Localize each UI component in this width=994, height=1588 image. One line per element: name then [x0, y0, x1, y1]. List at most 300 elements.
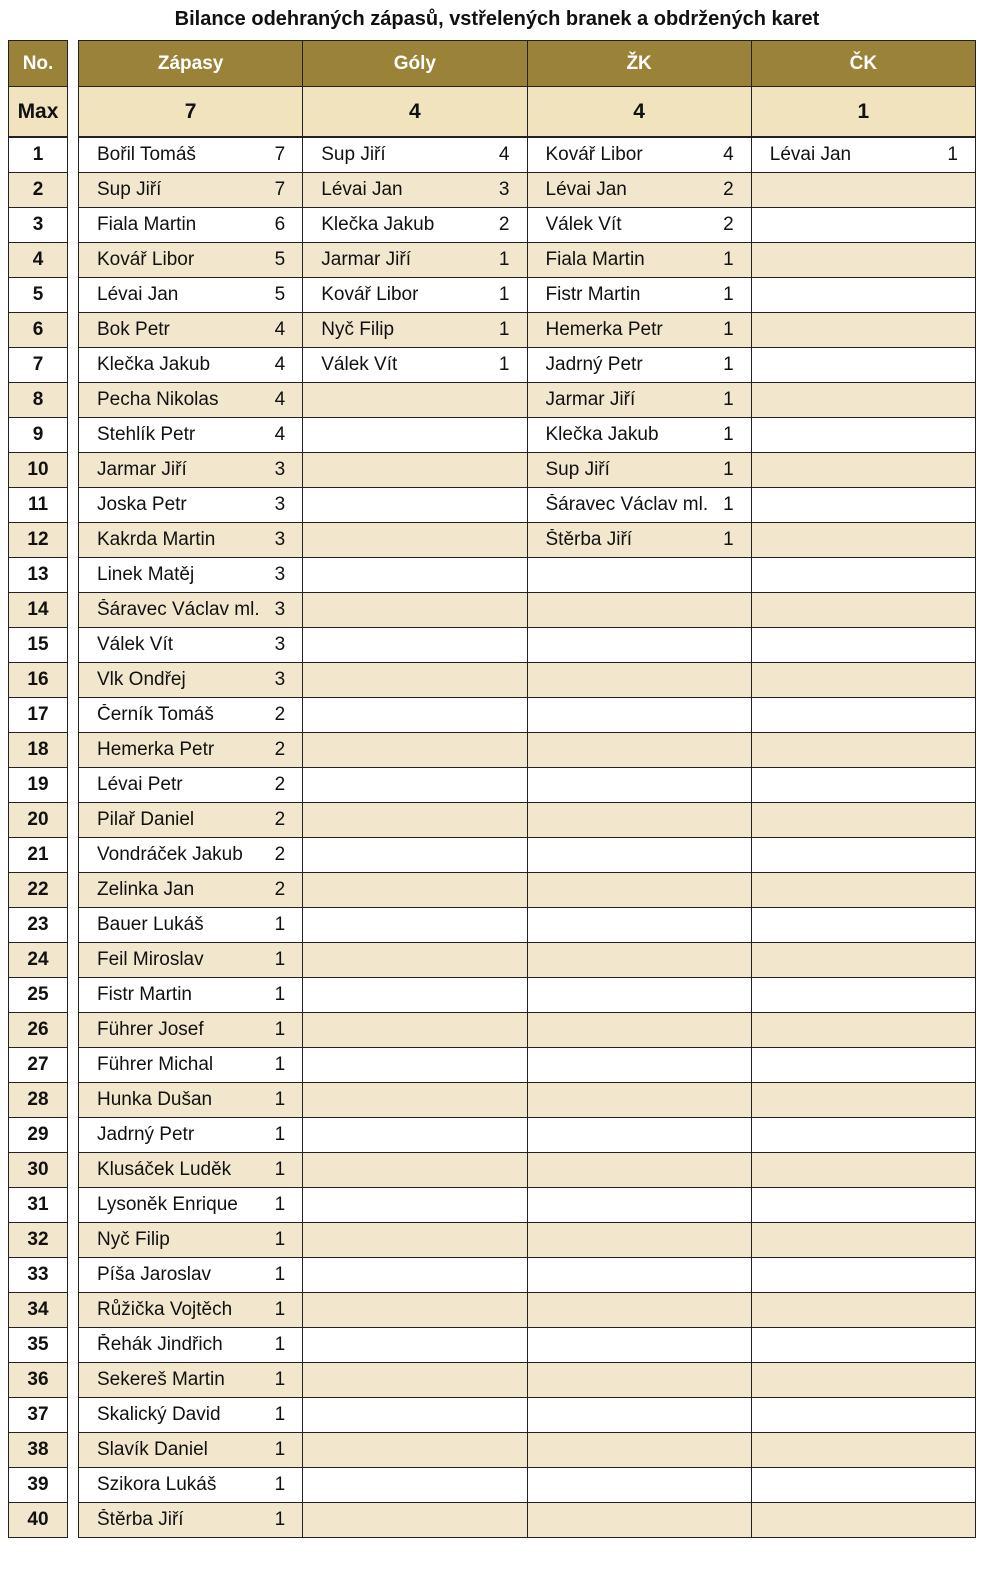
max-zk: 4: [527, 87, 751, 138]
zk-cell: [527, 1118, 751, 1153]
no-header: No.: [9, 41, 68, 87]
ck-cell: [751, 698, 975, 733]
rank-number: 39: [9, 1468, 68, 1503]
table-row: [79, 768, 976, 803]
page-title: Bilance odehraných zápasů, vstřelených branek a obdržených karet: [174, 8, 820, 30]
ck-cell: [751, 1083, 975, 1118]
ck-cell: [751, 1153, 975, 1188]
table-row: [79, 838, 976, 873]
player-name: Bok Petr: [97, 319, 170, 340]
goly-cell: [303, 418, 527, 453]
ck-cell: [751, 1433, 975, 1468]
player-name: Klečka Jakub: [321, 214, 435, 235]
player-name: Klečka Jakub: [545, 424, 659, 445]
player-count: 1: [274, 1124, 286, 1145]
column-header-ck: ČK: [751, 41, 975, 87]
player-count: 1: [498, 284, 510, 305]
player-count: 1: [723, 389, 734, 410]
zapasy-cell: [79, 383, 303, 418]
zapasy-cell: [79, 698, 303, 733]
ck-cell: [751, 978, 975, 1013]
goly-cell: [303, 628, 527, 663]
goly-cell: [303, 1048, 527, 1083]
zk-cell: [527, 1363, 751, 1398]
zapasy-cell: [79, 838, 303, 873]
ck-cell: [751, 873, 975, 908]
player-count: 1: [274, 1509, 286, 1530]
ck-cell: [751, 137, 975, 173]
zapasy-cell: [79, 803, 303, 838]
player-name: Pilař Daniel: [97, 809, 195, 830]
zk-cell: [527, 453, 751, 488]
table-row: [79, 488, 976, 523]
rank-number: 21: [9, 838, 68, 873]
player-count: 3: [274, 529, 286, 550]
ck-cell: [751, 383, 975, 418]
player-count: 1: [723, 459, 734, 480]
rank-number: 31: [9, 1188, 68, 1223]
zapasy-cell: [79, 348, 303, 383]
zk-cell: [527, 208, 751, 243]
player-count: 2: [723, 214, 734, 235]
player-count: 2: [723, 179, 734, 200]
zapasy-cell: [79, 1433, 303, 1468]
zk-cell: [527, 278, 751, 313]
rank-number: 5: [9, 278, 68, 313]
player-name: Píša Jaroslav: [97, 1264, 212, 1285]
ck-cell: [751, 278, 975, 313]
ck-cell: [751, 593, 975, 628]
rank-number: 32: [9, 1223, 68, 1258]
player-name: Kakrda Martin: [97, 529, 216, 550]
player-name: Štěrba Jiří: [97, 1509, 184, 1530]
player-count: 1: [274, 1299, 286, 1320]
player-name: Sup Jiří: [97, 179, 162, 200]
goly-cell: [303, 1503, 527, 1538]
player-name: Fistr Martin: [97, 984, 192, 1005]
rank-number: 34: [9, 1293, 68, 1328]
rank-number: 17: [9, 698, 68, 733]
goly-cell: [303, 1013, 527, 1048]
goly-cell: [303, 593, 527, 628]
player-count: 4: [274, 389, 286, 410]
zapasy-cell: [79, 663, 303, 698]
player-count: 1: [723, 424, 734, 445]
ck-cell: [751, 908, 975, 943]
ck-cell: [751, 1118, 975, 1153]
goly-cell: [303, 1223, 527, 1258]
player-name: Vlk Ondřej: [97, 669, 186, 690]
ck-cell: [751, 1258, 975, 1293]
table-row: [79, 1363, 976, 1398]
goly-cell: [303, 1258, 527, 1293]
goly-cell: [303, 558, 527, 593]
table-row: [79, 1293, 976, 1328]
max-label: Max: [9, 87, 68, 138]
ck-cell: [751, 348, 975, 383]
table-row: [79, 1398, 976, 1433]
rank-number: 30: [9, 1153, 68, 1188]
table-row: [79, 137, 976, 173]
player-name: Stehlík Petr: [97, 424, 196, 445]
player-count: 1: [947, 144, 958, 165]
zk-cell: [527, 908, 751, 943]
player-count: 5: [274, 249, 286, 270]
player-name: Hemerka Petr: [97, 739, 215, 760]
rank-number: 28: [9, 1083, 68, 1118]
rank-number: 19: [9, 768, 68, 803]
rank-number: 27: [9, 1048, 68, 1083]
ck-cell: [751, 838, 975, 873]
rank-number: 14: [9, 593, 68, 628]
player-count: 1: [274, 1404, 286, 1425]
zk-cell: [527, 1188, 751, 1223]
table-row: [79, 978, 976, 1013]
table-row: [79, 523, 976, 558]
zk-cell: [527, 1398, 751, 1433]
player-name: Lévai Jan: [769, 144, 852, 165]
zapasy-cell: [79, 1153, 303, 1188]
player-name: Bauer Lukáš: [97, 914, 204, 935]
zapasy-cell: [79, 628, 303, 663]
zapasy-cell: [79, 488, 303, 523]
zk-cell: [527, 173, 751, 208]
zk-cell: [527, 558, 751, 593]
player-name: Hemerka Petr: [545, 319, 663, 340]
zapasy-cell: [79, 1258, 303, 1293]
goly-cell: [303, 1153, 527, 1188]
player-count: 3: [274, 564, 286, 585]
stats-table: [78, 40, 976, 1538]
rank-number: 37: [9, 1398, 68, 1433]
player-name: Fiala Martin: [97, 214, 197, 235]
table-row: [79, 1328, 976, 1363]
rank-number: 35: [9, 1328, 68, 1363]
player-count: 7: [274, 144, 286, 165]
player-name: Válek Vít: [97, 634, 174, 655]
goly-cell: [303, 873, 527, 908]
player-count: 4: [274, 319, 286, 340]
player-count: 1: [274, 1439, 286, 1460]
goly-cell: [303, 1188, 527, 1223]
player-name: Šáravec Václav ml.: [97, 599, 260, 620]
zapasy-cell: [79, 873, 303, 908]
ck-cell: [751, 313, 975, 348]
player-name: Sekereš Martin: [97, 1369, 225, 1390]
player-name: Černík Tomáš: [97, 704, 214, 725]
player-name: Slavík Daniel: [97, 1439, 208, 1460]
max-goly: 4: [303, 87, 527, 138]
zk-cell: [527, 1048, 751, 1083]
player-count: 1: [274, 1019, 286, 1040]
rank-number: 23: [9, 908, 68, 943]
player-count: 1: [498, 354, 510, 375]
zk-cell: [527, 313, 751, 348]
table-row: [79, 803, 976, 838]
ck-cell: [751, 208, 975, 243]
zk-cell: [527, 628, 751, 663]
player-count: 1: [274, 1334, 286, 1355]
table-row: [79, 1433, 976, 1468]
player-count: 2: [274, 739, 286, 760]
zk-cell: [527, 873, 751, 908]
rank-table: [8, 40, 68, 1538]
table-row: [79, 733, 976, 768]
zk-cell: [527, 978, 751, 1013]
player-name: Jarmar Jiří: [321, 249, 411, 270]
player-name: Kovář Libor: [545, 144, 643, 165]
zk-cell: [527, 803, 751, 838]
player-count: 2: [274, 774, 286, 795]
ck-cell: [751, 943, 975, 978]
player-count: 1: [723, 284, 734, 305]
rank-number: 38: [9, 1433, 68, 1468]
player-name: Lévai Jan: [321, 179, 403, 200]
player-name: Fiala Martin: [545, 249, 645, 270]
zk-cell: [527, 943, 751, 978]
table-row: [79, 383, 976, 418]
player-count: 1: [274, 1089, 286, 1110]
player-count: 1: [274, 1159, 286, 1180]
goly-cell: [303, 348, 527, 383]
goly-cell: [303, 383, 527, 418]
goly-cell: [303, 1118, 527, 1153]
ck-cell: [751, 1293, 975, 1328]
table-row: [79, 1188, 976, 1223]
player-name: Nyč Filip: [97, 1229, 170, 1250]
zk-cell: [527, 1083, 751, 1118]
zk-cell: [527, 663, 751, 698]
goly-cell: [303, 908, 527, 943]
ck-cell: [751, 628, 975, 663]
ck-cell: [751, 1013, 975, 1048]
goly-cell: [303, 137, 527, 173]
table-row: [79, 628, 976, 663]
table-row: [79, 698, 976, 733]
rank-number: 8: [9, 383, 68, 418]
rank-number: 2: [9, 173, 68, 208]
goly-cell: [303, 453, 527, 488]
rank-number: 20: [9, 803, 68, 838]
table-row: [79, 313, 976, 348]
player-name: Štěrba Jiří: [545, 529, 633, 550]
player-name: Jarmar Jiří: [97, 459, 187, 480]
player-name: Sup Jiří: [545, 459, 610, 480]
zk-cell: [527, 1013, 751, 1048]
table-row: [79, 208, 976, 243]
player-count: 2: [498, 214, 510, 235]
ck-cell: [751, 418, 975, 453]
player-count: 1: [723, 494, 734, 515]
ck-cell: [751, 1468, 975, 1503]
zapasy-cell: [79, 208, 303, 243]
ck-cell: [751, 523, 975, 558]
zapasy-cell: [79, 733, 303, 768]
player-name: Skalický David: [97, 1404, 221, 1425]
column-header-zapasy: Zápasy: [79, 41, 303, 87]
ck-cell: [751, 1328, 975, 1363]
goly-cell: [303, 663, 527, 698]
table-row: [79, 1223, 976, 1258]
rank-number: 11: [9, 488, 68, 523]
goly-cell: [303, 803, 527, 838]
zapasy-cell: [79, 978, 303, 1013]
rank-number: 22: [9, 873, 68, 908]
player-count: 1: [274, 1229, 286, 1250]
player-count: 1: [723, 249, 734, 270]
player-count: 1: [274, 914, 286, 935]
table-row: [79, 453, 976, 488]
player-count: 1: [274, 1369, 286, 1390]
player-count: 4: [498, 144, 510, 165]
zk-cell: [527, 1258, 751, 1293]
zapasy-cell: [79, 173, 303, 208]
rank-number: 33: [9, 1258, 68, 1293]
player-name: Válek Vít: [545, 214, 622, 235]
goly-cell: [303, 1398, 527, 1433]
table-row: [79, 1258, 976, 1293]
rank-number: 26: [9, 1013, 68, 1048]
zapasy-cell: [79, 908, 303, 943]
goly-cell: [303, 978, 527, 1013]
player-count: 6: [274, 214, 286, 235]
player-name: Jarmar Jiří: [545, 389, 636, 410]
goly-cell: [303, 768, 527, 803]
zk-cell: [527, 383, 751, 418]
player-name: Růžička Vojtěch: [97, 1299, 233, 1320]
player-name: Fistr Martin: [545, 284, 641, 305]
table-row: [79, 1118, 976, 1153]
player-name: Linek Matěj: [97, 564, 195, 585]
zapasy-cell: [79, 1118, 303, 1153]
player-name: Řehák Jindřich: [97, 1334, 223, 1355]
zk-cell: [527, 698, 751, 733]
ck-cell: [751, 768, 975, 803]
zk-cell: [527, 523, 751, 558]
ck-cell: [751, 243, 975, 278]
zapasy-cell: [79, 1328, 303, 1363]
goly-cell: [303, 488, 527, 523]
rank-number: 24: [9, 943, 68, 978]
max-ck: 1: [751, 87, 975, 138]
rank-number: 1: [9, 137, 68, 173]
zapasy-cell: [79, 593, 303, 628]
player-name: Jadrný Petr: [97, 1124, 195, 1145]
zapasy-cell: [79, 453, 303, 488]
table-row: [79, 243, 976, 278]
zapasy-cell: [79, 523, 303, 558]
player-name: Nyč Filip: [321, 319, 395, 340]
player-name: Vondráček Jakub: [97, 844, 243, 865]
ck-cell: [751, 663, 975, 698]
player-name: Klečka Jakub: [97, 354, 211, 375]
rank-number: 36: [9, 1363, 68, 1398]
player-name: Lysoněk Enrique: [97, 1194, 238, 1215]
zapasy-cell: [79, 137, 303, 173]
table-row: [79, 173, 976, 208]
player-count: 1: [723, 319, 734, 340]
goly-cell: [303, 523, 527, 558]
player-name: Šáravec Václav ml.: [545, 494, 709, 515]
player-count: 1: [274, 949, 286, 970]
ck-cell: [751, 1363, 975, 1398]
ck-cell: [751, 173, 975, 208]
goly-cell: [303, 1083, 527, 1118]
rank-number: 10: [9, 453, 68, 488]
goly-cell: [303, 1293, 527, 1328]
zapasy-cell: [79, 768, 303, 803]
rank-number: 13: [9, 558, 68, 593]
zk-cell: [527, 593, 751, 628]
player-name: Führer Michal: [97, 1054, 214, 1075]
player-count: 3: [498, 179, 510, 200]
player-name: Klusáček Luděk: [97, 1159, 232, 1180]
ck-cell: [751, 1188, 975, 1223]
player-name: Válek Vít: [321, 354, 398, 375]
goly-cell: [303, 173, 527, 208]
zapasy-cell: [79, 313, 303, 348]
player-count: 1: [498, 319, 510, 340]
ck-cell: [751, 488, 975, 523]
column-header-zk: ŽK: [527, 41, 751, 87]
player-count: 2: [274, 844, 286, 865]
zapasy-cell: [79, 243, 303, 278]
player-count: 3: [274, 459, 286, 480]
zk-cell: [527, 243, 751, 278]
table-row: [79, 943, 976, 978]
zk-cell: [527, 1223, 751, 1258]
player-count: 3: [274, 494, 286, 515]
goly-cell: [303, 278, 527, 313]
player-count: 1: [498, 249, 510, 270]
table-row: [79, 558, 976, 593]
rank-number: 6: [9, 313, 68, 348]
zk-cell: [527, 768, 751, 803]
goly-cell: [303, 698, 527, 733]
player-count: 4: [274, 424, 286, 445]
player-name: Szikora Lukáš: [97, 1474, 217, 1495]
player-count: 4: [723, 144, 734, 165]
zk-cell: [527, 348, 751, 383]
rank-number: 18: [9, 733, 68, 768]
table-row: [79, 418, 976, 453]
goly-cell: [303, 733, 527, 768]
goly-cell: [303, 313, 527, 348]
ck-cell: [751, 733, 975, 768]
table-row: [79, 1503, 976, 1538]
column-header-goly: Góly: [303, 41, 527, 87]
zapasy-cell: [79, 1363, 303, 1398]
ck-cell: [751, 1398, 975, 1433]
player-name: Sup Jiří: [321, 144, 386, 165]
zk-cell: [527, 1468, 751, 1503]
goly-cell: [303, 1433, 527, 1468]
ck-cell: [751, 453, 975, 488]
rank-number: 4: [9, 243, 68, 278]
player-name: Bořil Tomáš: [97, 144, 196, 165]
player-name: Zelinka Jan: [97, 879, 195, 900]
zk-cell: [527, 838, 751, 873]
ck-cell: [751, 1223, 975, 1258]
table-row: [79, 1048, 976, 1083]
max-zapasy: 7: [79, 87, 303, 138]
ck-cell: [751, 558, 975, 593]
player-count: 7: [274, 179, 286, 200]
table-row: [79, 593, 976, 628]
player-count: 4: [274, 354, 286, 375]
player-count: 3: [274, 669, 286, 690]
zk-cell: [527, 488, 751, 523]
